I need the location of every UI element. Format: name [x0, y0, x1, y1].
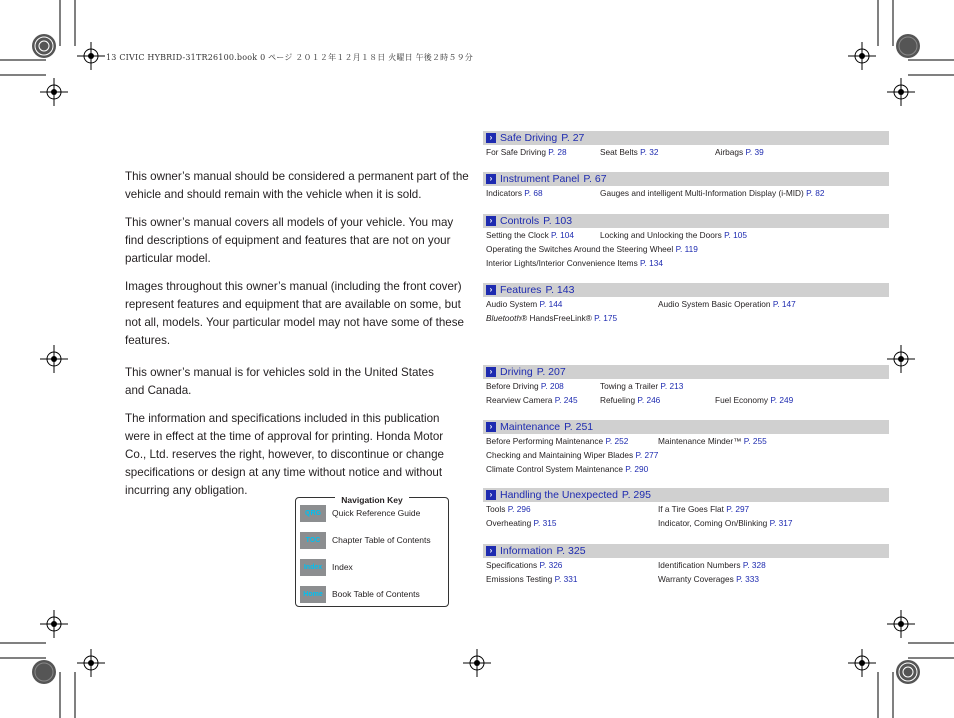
toc-section	[483, 172, 889, 200]
toc-row	[483, 379, 889, 393]
toc-section-page[interactable]: P. 143	[545, 284, 575, 296]
page-link[interactable]: P. 82	[806, 188, 825, 198]
toc-link[interactable]: Operating the Switches Around the Steering Wheel P. 119	[486, 244, 698, 254]
toc-link[interactable]: Indicators P. 68	[486, 188, 543, 198]
intro-paragraph: Images throughout this owner’s manual (including the front cover) represent features and equipment that are available on some, but not all, models. Your particular model may not have some of these features.	[125, 280, 464, 347]
print-file-header: 13 CIVIC HYBRID-31TR26100.book 0 ページ ２０１２年１２月１８日 火曜日 午後２時５９分	[106, 53, 473, 62]
page-link[interactable]: P. 134	[640, 258, 663, 268]
toc-link[interactable]: Climate Control System Maintenance P. 290	[486, 464, 649, 474]
toc-link[interactable]: Bluetooth® HandsFreeLink® P. 175	[486, 313, 618, 323]
toc-section-page[interactable]: P. 251	[564, 421, 594, 433]
toc-row	[483, 558, 889, 572]
page-link[interactable]: P. 333	[736, 574, 760, 584]
chapter-arrow-icon: ›	[486, 490, 496, 500]
page-link[interactable]: P. 208	[540, 381, 564, 391]
intro-paragraph: This owner’s manual covers all models of your vehicle. You may find descriptions of equipment and features that are not on your particular model.	[125, 216, 454, 265]
toc-section-page[interactable]: P. 27	[561, 132, 585, 144]
toc-section-header[interactable]	[483, 365, 889, 379]
toc-row	[483, 145, 889, 159]
toc-section-title[interactable]: Driving	[500, 366, 533, 378]
toc-section-page[interactable]: P. 325	[556, 545, 586, 557]
navigation-key	[295, 497, 449, 607]
home-badge[interactable]: Home	[300, 586, 326, 603]
toc-section-header[interactable]	[483, 214, 889, 228]
toc-link[interactable]: Emissions Testing P. 331	[486, 574, 578, 584]
toc-section-title[interactable]: Information	[500, 545, 553, 557]
toc-section	[483, 214, 889, 270]
toc-link[interactable]: Warranty Coverages P. 333	[658, 574, 760, 584]
page-link[interactable]: P. 328	[742, 560, 766, 570]
toc-link[interactable]: Audio System Basic Operation P. 147	[658, 299, 796, 309]
toc-row	[483, 311, 889, 325]
toc-section-page[interactable]: P. 103	[543, 215, 573, 227]
navigation-key-title: Navigation Key	[335, 495, 408, 505]
toc-row	[483, 242, 889, 256]
toc-link[interactable]: For Safe Driving P. 28	[486, 147, 567, 157]
toc-row	[483, 516, 889, 530]
toc-section-header[interactable]	[483, 420, 889, 434]
toc-row	[483, 448, 889, 462]
toc-section-title[interactable]: Features	[500, 284, 542, 296]
toc-link[interactable]: Maintenance Minder™ P. 255	[658, 436, 767, 446]
toc-section-header[interactable]	[483, 131, 889, 145]
chapter-arrow-icon: ›	[486, 367, 496, 377]
page-link[interactable]: P. 317	[769, 518, 793, 528]
toc-link[interactable]: Gauges and intelligent Multi-Information Display (i-MID) P. 82	[600, 188, 825, 198]
chapter-arrow-icon: ›	[486, 546, 496, 556]
page-link[interactable]: P. 119	[675, 244, 698, 254]
toc-link[interactable]: Before Driving P. 208	[486, 381, 564, 391]
toc-section	[483, 283, 889, 325]
toc-link[interactable]: Indicator, Coming On/Blinking P. 317	[658, 518, 793, 528]
toc-row	[483, 572, 889, 586]
toc-link[interactable]: Towing a Trailer P. 213	[600, 381, 684, 391]
toc-row	[483, 297, 889, 311]
page-link[interactable]: P. 277	[635, 450, 659, 460]
toc-section-header[interactable]	[483, 172, 889, 186]
chapter-arrow-icon: ›	[486, 285, 496, 295]
page-link[interactable]: P. 68	[524, 188, 543, 198]
toc-link[interactable]: Interior Lights/Interior Convenience Items P. 134	[486, 258, 663, 268]
page-link[interactable]: P. 144	[539, 299, 563, 309]
toc-link[interactable]: Checking and Maintaining Wiper Blades P. 277	[486, 450, 659, 460]
toc-link[interactable]: Before Performing Maintenance P. 252	[486, 436, 629, 446]
toc-section-header[interactable]	[483, 283, 889, 297]
page-link[interactable]: P. 331	[554, 574, 578, 584]
page-link[interactable]: P. 315	[533, 518, 557, 528]
toc-section-title[interactable]: Maintenance	[500, 421, 561, 433]
nav-key-label: Chapter Table of Contents	[332, 535, 431, 545]
page-link[interactable]: P. 175	[594, 313, 618, 323]
toc-row	[483, 434, 889, 448]
nav-key-label: Book Table of Contents	[332, 589, 420, 599]
page-link[interactable]: P. 32	[640, 147, 659, 157]
nav-key-item-toc[interactable]	[300, 531, 431, 549]
toc-link[interactable]: Audio System P. 144	[486, 299, 563, 309]
toc-link[interactable]: Rearview Camera P. 245	[486, 395, 578, 405]
page-link[interactable]: P. 147	[772, 299, 796, 309]
toc-section	[483, 365, 889, 407]
toc-link[interactable]: Tools P. 296	[486, 504, 531, 514]
toc-section-title[interactable]: Controls	[500, 215, 540, 227]
toc-link[interactable]: Setting the Clock P. 104	[486, 230, 574, 240]
toc-link[interactable]: If a Tire Goes Flat P. 297	[658, 504, 750, 514]
chapter-arrow-icon: ›	[486, 174, 496, 184]
toc-row	[483, 228, 889, 242]
nav-key-label: Index	[332, 562, 353, 572]
intro-paragraph: The information and specifications included in this publication were in effect at the time of approval for printing. Honda Motor Co., Ltd. reserves the right, however, to discontinue or change specifications or design at any time without notice and without incurring any obligation.	[125, 412, 445, 497]
toc-section-page[interactable]: P. 207	[536, 366, 566, 378]
nav-key-item-index[interactable]	[300, 558, 353, 576]
toc-section-header[interactable]	[483, 488, 889, 502]
page-link[interactable]: P. 246	[637, 395, 661, 405]
page-link[interactable]: P. 290	[625, 464, 649, 474]
nav-key-item-home[interactable]	[300, 585, 420, 603]
page-link[interactable]: P. 245	[554, 395, 578, 405]
chapter-arrow-icon: ›	[486, 422, 496, 432]
toc-row	[483, 186, 889, 200]
page-link[interactable]: P. 252	[605, 436, 629, 446]
page-link[interactable]: P. 255	[743, 436, 767, 446]
intro-paragraph: This owner’s manual is for vehicles sold in the United States and Canada.	[125, 366, 434, 397]
nav-key-item-qrg[interactable]	[300, 504, 420, 522]
toc-section	[483, 420, 889, 476]
toc-section-title[interactable]: Safe Driving	[500, 132, 558, 144]
toc-section	[483, 488, 889, 530]
toc-section-header[interactable]	[483, 544, 889, 558]
page-link[interactable]: P. 104	[551, 230, 574, 240]
toc-row	[483, 393, 889, 407]
page-link[interactable]: P. 28	[548, 147, 567, 157]
toc-section	[483, 131, 889, 159]
index-badge[interactable]: Index	[300, 559, 326, 576]
toc-row	[483, 502, 889, 516]
toc-link[interactable]: Refueling P. 246	[600, 395, 661, 405]
toc-link[interactable]: Overheating P. 315	[486, 518, 557, 528]
qrg-badge[interactable]: QRG	[300, 505, 326, 522]
toc-badge[interactable]: TOC	[300, 532, 326, 549]
toc-link[interactable]: Seat Belts P. 32	[600, 147, 659, 157]
toc-section	[483, 544, 889, 586]
toc-row	[483, 256, 889, 270]
toc-link[interactable]: Fuel Economy P. 249	[715, 395, 794, 405]
toc-section-title[interactable]: Handling the Unexpected	[500, 489, 618, 501]
page-link[interactable]: P. 296	[507, 504, 531, 514]
page-link[interactable]: P. 326	[539, 560, 563, 570]
page-link[interactable]: P. 249	[770, 395, 794, 405]
page-link[interactable]: P. 297	[726, 504, 750, 514]
intro-paragraph: This owner’s manual should be considered a permanent part of the vehicle and should remain with the vehicle when it is sold.	[125, 170, 469, 201]
toc-section-page[interactable]: P. 295	[621, 489, 651, 501]
page-link[interactable]: P. 213	[660, 381, 684, 391]
nav-key-label: Quick Reference Guide	[332, 508, 421, 518]
toc-section-page[interactable]: P. 67	[583, 173, 607, 185]
toc-row	[483, 462, 889, 476]
chapter-arrow-icon: ›	[486, 216, 496, 226]
toc-link[interactable]: Airbags P. 39	[715, 147, 764, 157]
toc-link[interactable]: Specifications P. 326	[486, 560, 563, 570]
page-link[interactable]: P. 105	[724, 230, 747, 240]
chapter-arrow-icon: ›	[486, 133, 496, 143]
toc-section-title[interactable]: Instrument Panel	[500, 173, 580, 185]
toc-link[interactable]: Identification Numbers P. 328	[658, 560, 766, 570]
toc-link[interactable]: Locking and Unlocking the Doors P. 105	[600, 230, 747, 240]
page-link[interactable]: P. 39	[745, 147, 764, 157]
